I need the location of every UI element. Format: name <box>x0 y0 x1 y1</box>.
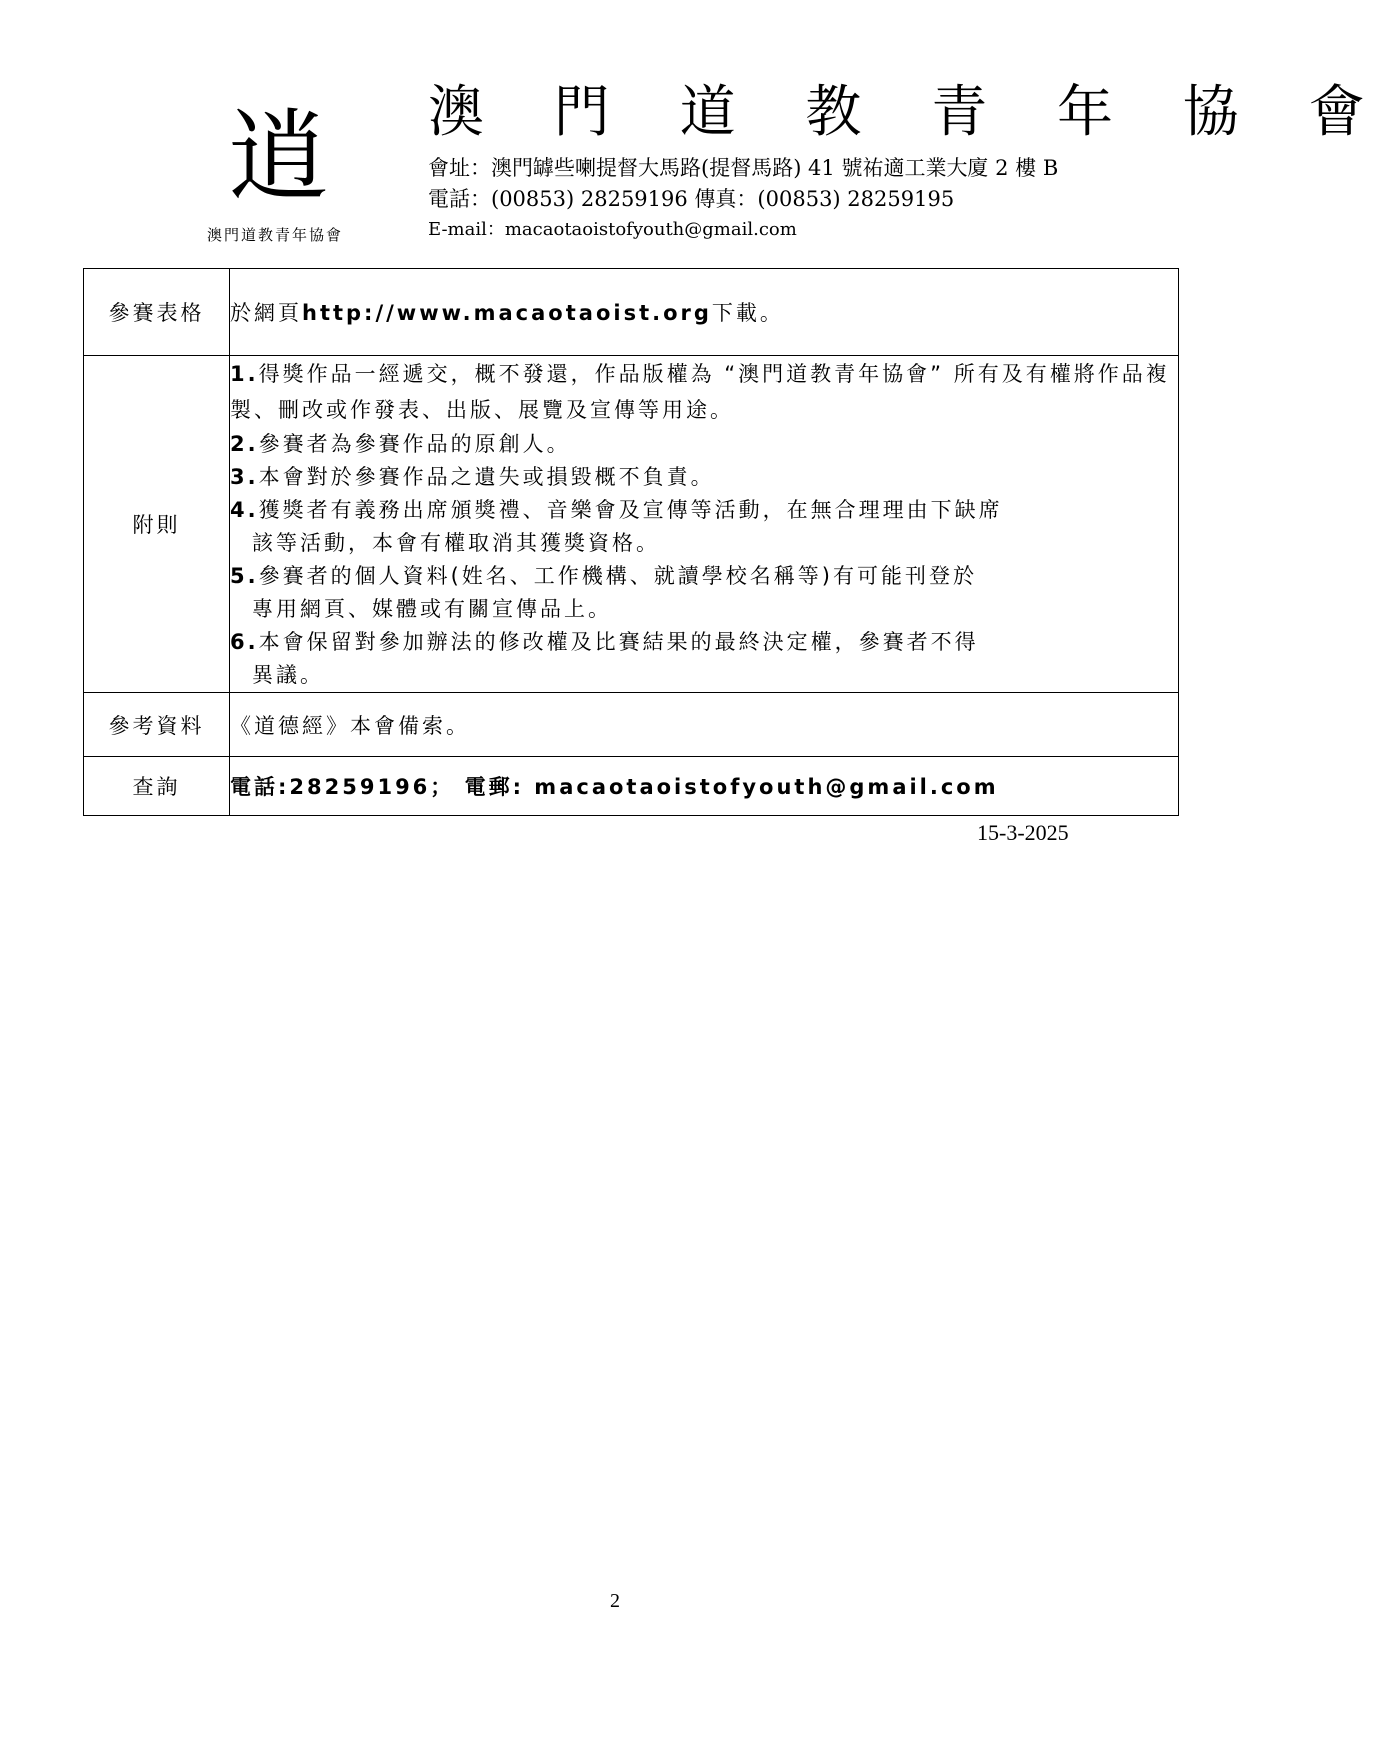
page-number: 2 <box>610 1590 620 1612</box>
form-label: 參賽表格 <box>84 269 230 356</box>
form-value <box>230 269 1179 356</box>
organization-logo <box>190 98 360 248</box>
note-number: 2. <box>230 432 259 456</box>
note-text: 本會保留對參加辦法的修改權及比賽結果的最終決定權，參賽者不得 <box>258 630 979 654</box>
reference-label: 參考資料 <box>84 693 230 757</box>
organization-title: 澳 門 道 教 青 年 協 會 <box>428 80 1391 145</box>
note-text: 參賽者為參賽作品的原創人。 <box>258 432 571 456</box>
enquiry-label: 查詢 <box>84 757 230 816</box>
logo-calligraphy: 逍 <box>228 98 328 215</box>
notes-list <box>230 356 1179 693</box>
logo-caption: 澳門道教青年協會 <box>206 226 343 244</box>
form-url-link[interactable]: http://www.macaotaoist.org <box>302 301 712 325</box>
table-row-enquiry <box>84 757 1179 816</box>
organization-email: E-mail：macaotaoistofyouth@gmail.com <box>428 219 797 240</box>
note-text-continued: 異議。 <box>252 663 324 687</box>
info-table <box>83 268 1179 816</box>
note-item <box>230 560 1178 626</box>
form-suffix: 下載。 <box>711 301 784 325</box>
note-text-continued: 該等活動，本會有權取消其獲獎資格。 <box>252 531 660 555</box>
note-number: 1. <box>230 362 259 386</box>
table-row-notes <box>84 356 1179 693</box>
document-date: 15-3-2025 <box>977 820 1069 845</box>
organization-phone-fax: 電話：(00853) 28259196 傳真：(00853) 28259195 <box>428 187 955 211</box>
note-text: 得獎作品一經遞交，概不發還，作品版權為 “澳門道教青年協會” 所有及有權將作品複製、刪改或作發表、出版、展覽及宣傳等用途。 <box>230 362 1170 422</box>
note-number: 5. <box>230 564 259 588</box>
note-text: 參賽者的個人資料(姓名、工作機構、就讀學校名稱等)有可能刊登於 <box>258 564 977 588</box>
note-number: 4. <box>230 498 259 522</box>
table-row-form <box>84 269 1179 356</box>
notes-label: 附則 <box>84 356 230 693</box>
note-item <box>230 626 1178 692</box>
note-text: 本會對於參賽作品之遺失或損毀概不負責。 <box>258 465 715 489</box>
note-item <box>230 461 1178 494</box>
note-number: 6. <box>230 630 259 654</box>
note-item <box>230 494 1178 560</box>
reference-value: 《道德經》本會備索。 <box>230 693 1179 757</box>
note-text-continued: 專用網頁、媒體或有關宣傳品上。 <box>252 597 612 621</box>
table-row-reference <box>84 693 1179 757</box>
note-item <box>230 428 1178 461</box>
enquiry-value: 電話:28259196； 電郵: macaotaoistofyouth@gmail.com <box>230 757 1179 816</box>
note-text: 獲獎者有義務出席頒獎禮、音樂會及宣傳等活動，在無合理理由下缺席 <box>258 498 1003 522</box>
note-number: 3. <box>230 465 259 489</box>
form-prefix: 於網頁 <box>230 301 302 325</box>
organization-address: 會址：澳門罅些喇提督大馬路(提督馬路) 41 號祐適工業大廈 2 樓 B <box>428 156 1059 180</box>
note-item <box>230 356 1178 428</box>
